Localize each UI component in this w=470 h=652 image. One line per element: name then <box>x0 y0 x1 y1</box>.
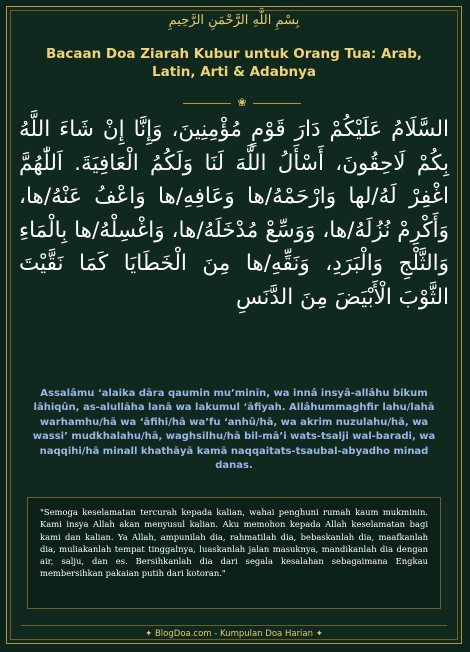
footer-divider <box>21 625 447 626</box>
flower-ornament-icon: ❀ <box>237 96 247 109</box>
ornament-divider <box>183 96 301 109</box>
poster-card <box>6 6 462 644</box>
translation-text: "Semoga keselamatan tercurah kepada kalian, wahai penghuni rumah kaum mukminin. Kami insya Allah akan menyusul kalian. Aku memohon kepada Allah keselamatan bagi kami dan kalian. Ya Allah, ampunilah dia, rahmatilah dia, bebaskanlah dia, maafkanlah dia, muliakanlah tempat tinggalnya, luaskanlah jalan masuknya, mandikanlah dia dengan air, salju, dan es. Bersihkanlah dia dari segala kesalahan sebagaimana Engkau membersihkan pakaian putih dari kotoran." <box>40 507 428 579</box>
bismillah-heading: بِسْمِ اللَّهِ الرَّحْمَنِ الرَّحِيمِ <box>168 13 300 28</box>
page-title: Bacaan Doa Ziarah Kubur untuk Orang Tua: Arab, Latin, Arti & Adabnya <box>45 46 423 80</box>
translation-box <box>27 497 441 609</box>
divider-line-left <box>183 103 231 104</box>
footer-credit: ✦ BlogDoa.com - Kumpulan Doa Harian ✦ <box>145 629 323 639</box>
divider-line-right <box>253 103 301 104</box>
arabic-doa-text: السَّلَامُ عَلَيْكُمْ دَارَ قَوْمٍ مُؤْمِنِينَ، وَإِنَّا إِنْ شَاءَ اللَّهُ بِكُمْ لَاحِقُونَ، أَسْأَلُ اللَّهَ لَنَا وَلَكُمُ الْعَافِيَةَ. اَللّٰهُمَّ اغْفِرْ لَهُ/لها وَارْحَمْهُ/ها وَعَافِهِ/ها وَاعْفُ عَنْهُ/ها، وَأَكْرِمْ نُزُلَهُ/ها، وَوَسِّعْ مُدْخَلَهُ/ها، وَاغْسِلْهُ/ها بِالْمَاءِ وَالثَّلْجِ وَالْبَرَدِ، وَنَقِّهِ/ها مِنَ الْخَطَايَا كَمَا نَقَّيْتَ الثَّوْبَ الْأَبْيَضَ مِنَ الدَّنَسِ <box>19 117 449 310</box>
latin-transliteration: Assalâmu ‘alaika dāra qaumin mu’minīn, wa innâ insyâ-allâhu bikum lâhiqûn, as-alullāha lanā wa lakumul ‘āfiyah. Allâhummaghfir lahu/lahā warhamhu/hā wa ‘āfihi/hā wa’fu ‘anhû/hā, wa akrim nuzulahu/hā, wa wassi’ mudkhalahu/hā, waghsilhu/hā bil-mā’i wats-tsalji wal-baradi, wa naqqihi/hā minall khathāyā kamā naqqaitats-tsaubal-abyadho minad danas. <box>32 388 436 472</box>
